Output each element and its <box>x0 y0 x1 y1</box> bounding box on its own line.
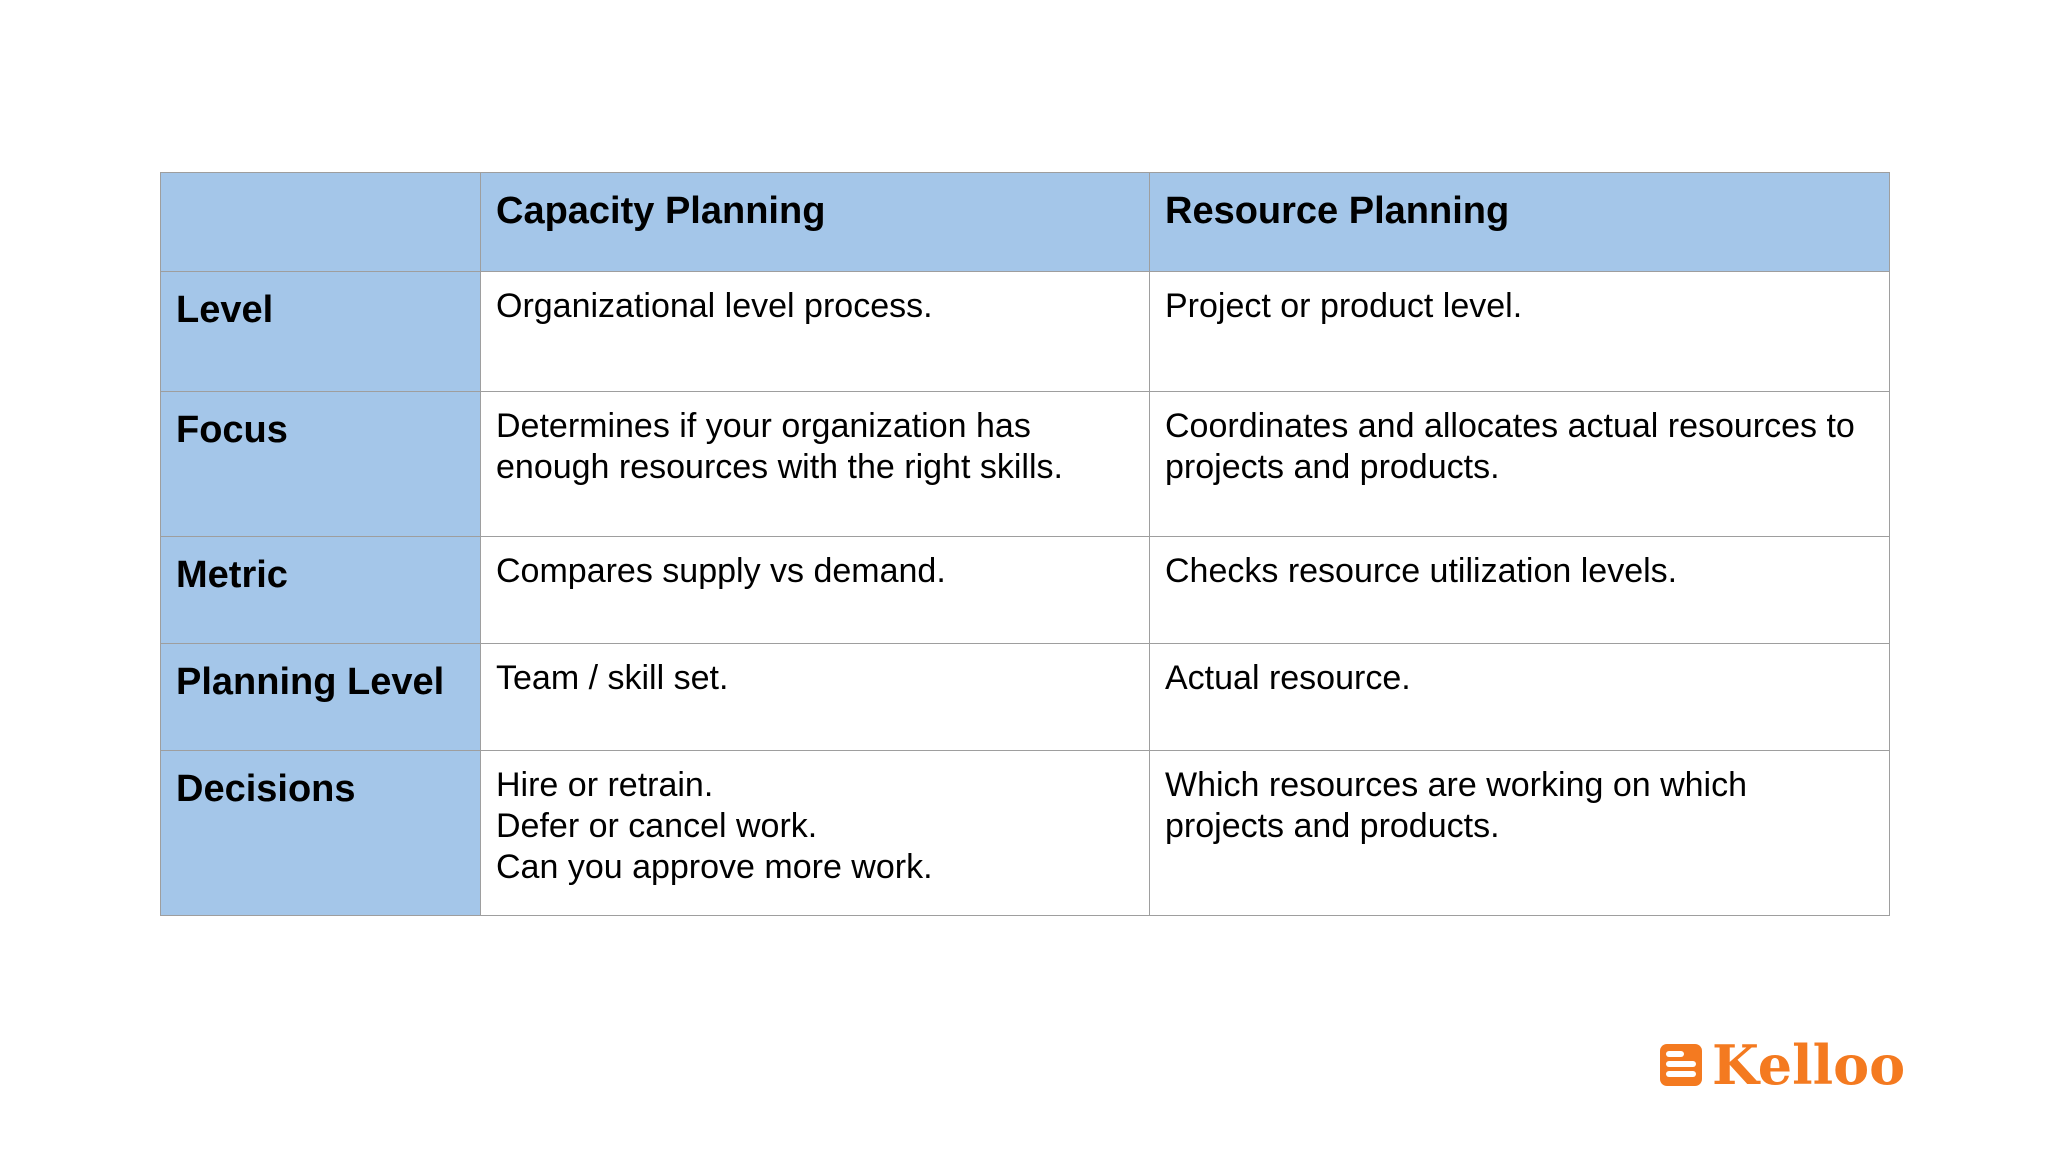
capacity-cell <box>481 644 1150 751</box>
header-capacity-planning: Capacity Planning <box>481 173 1150 272</box>
cell-line: Compares supply vs demand. <box>496 552 946 590</box>
cell-line: Hire or retrain. <box>496 766 714 804</box>
capacity-cell <box>481 537 1150 644</box>
cell-line: enough resources with the right skills. <box>496 448 1063 486</box>
resource-cell <box>1150 537 1890 644</box>
table-row <box>161 392 1890 537</box>
cell-line: Determines if your organization has <box>496 407 1031 445</box>
table-row <box>161 272 1890 392</box>
table-row <box>161 644 1890 751</box>
row-label: Level <box>161 272 481 392</box>
resource-cell <box>1150 272 1890 392</box>
resource-cell <box>1150 644 1890 751</box>
cell-line: Organizational level process. <box>496 287 933 325</box>
table-row <box>161 537 1890 644</box>
comparison-table <box>160 172 1890 916</box>
cell-line: Coordinates and allocates actual resources to <box>1165 407 1855 445</box>
capacity-cell <box>481 392 1150 537</box>
row-label: Planning Level <box>161 644 481 751</box>
cell-line: Checks resource utilization levels. <box>1165 552 1678 590</box>
capacity-cell <box>481 751 1150 916</box>
kelloo-logo-icon <box>1658 1042 1704 1088</box>
cell-line: Defer or cancel work. <box>496 807 818 845</box>
cell-line: Which resources are working on which <box>1165 766 1748 804</box>
cell-line: Actual resource. <box>1165 659 1411 697</box>
resource-cell <box>1150 751 1890 916</box>
header-corner-cell <box>161 173 481 272</box>
capacity-cell <box>481 272 1150 392</box>
cell-line: projects and products. <box>1165 448 1500 486</box>
cell-line: Can you approve more work. <box>496 848 933 886</box>
row-label: Metric <box>161 537 481 644</box>
kelloo-wordmark: Kelloo <box>1712 1033 1906 1097</box>
cell-line: Team / skill set. <box>496 659 729 697</box>
row-label: Focus <box>161 392 481 537</box>
row-label: Decisions <box>161 751 481 916</box>
cell-line: projects and products. <box>1165 807 1500 845</box>
cell-line: Project or product level. <box>1165 287 1523 325</box>
kelloo-logo <box>1658 1033 1906 1097</box>
table-row <box>161 751 1890 916</box>
header-resource-planning: Resource Planning <box>1150 173 1890 272</box>
resource-cell <box>1150 392 1890 537</box>
table-header-row <box>161 173 1890 272</box>
